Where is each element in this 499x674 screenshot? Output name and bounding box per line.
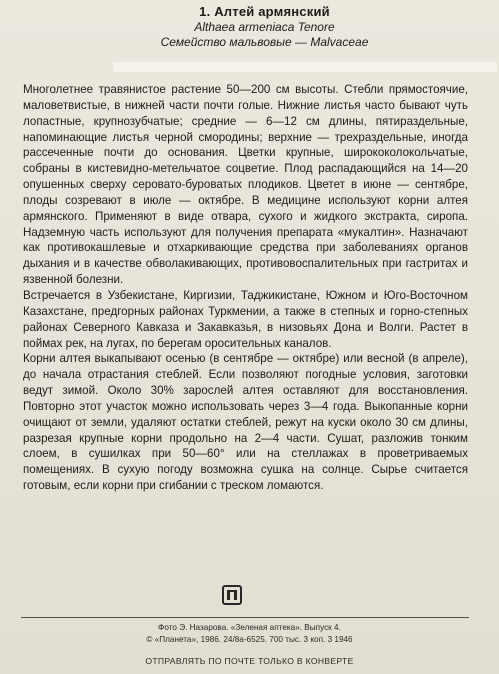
- paragraph-distribution: Встречается в Узбекистане, Киргизии, Таджикистане, Южном и Юго-Восточном Казахстане, предгорных районах Туркмении, а также в степных и горно-степных районах Северного Кавказа и Закавказья, в низовьях Дона и Волги. Растет в поймах рек, на лугах, по берегам оросительных каналов.: [23, 288, 468, 350]
- mail-instruction: ОТПРАВЛЯТЬ ПО ПОЧТЕ ТОЛЬКО В КОНВЕРТЕ: [145, 656, 354, 666]
- plant-family: Семейство мальвовые — Malvaceae: [160, 35, 369, 49]
- footer-divider: [21, 617, 469, 618]
- description-text: [23, 82, 468, 494]
- header: [0, 4, 499, 50]
- paper-highlight: [113, 62, 497, 72]
- planeta-logo-icon: [222, 585, 242, 605]
- paragraph-harvesting: Корни алтея выкапывают осенью (в сентябре — октябре) или весной (в апреле), до начала отрастания стеблей. Если позволяют погодные условия, заготовки ведут зимой. Около 30% зарослей алтея оставляют для восстановления. Повторно этот участок можно использовать через 3—4 года. Выкопанные корни очищают от земли, удаляют остатки стеблей, режут на куски около 30 см длины, разрезая крупные корни продольно на 2—4 части. Сушат, разложив тонким слоем, в сушилках при 50—60° или на стеллажах в проветриваемых помещениях. В сухую погоду возможна сушка на солнце. Сырье считается готовым, если корни при сгибании с треском ломаются.: [23, 352, 468, 493]
- publisher-info: © «Планета», 1986. 24/8а-6525. 700 тыс. 3 коп. 3 1946: [146, 635, 353, 644]
- page-title: 1. Алтей армянский: [199, 4, 330, 19]
- latin-name: Althaea armeniaca Tenore: [194, 20, 335, 34]
- photo-credit: Фото Э. Назарова. «Зеленая аптека». Выпуск 4.: [158, 623, 341, 632]
- paragraph-description: Многолетнее травянистое растение 50—200 см высоты. Стебли прямостоячие, маловетвистые, в нижней части почти голые. Нижние листья часто бывают чуть лопастные, крупнозубчатые; средние — 6—12 см длины, пятираздельные, напоминающие листья черной смородины; верхние — трехраздельные, иногда рассеченные почти до основания. Цветки крупные, ширококолокольчатые, собраны в кистевидно-метельчатое соцветие. Плод распадающийся на 14—20 опушенных сверху серовато-буроватых плодиков. Цветет в июне — сентябре, плоды созревают в июле — октябре. В медицине используют корни алтея армянского. Применяют в виде отвара, сухого и жидкого экстракта, сиропа. Надземную часть используют для получения препарата «мукалтин». Назначают как противокашлевые и отхаркивающие средства при заболеваниях органов дыхания и в качестве обволакивающих, противовоспалительных при гастритах и язвенной болезни.: [23, 83, 468, 287]
